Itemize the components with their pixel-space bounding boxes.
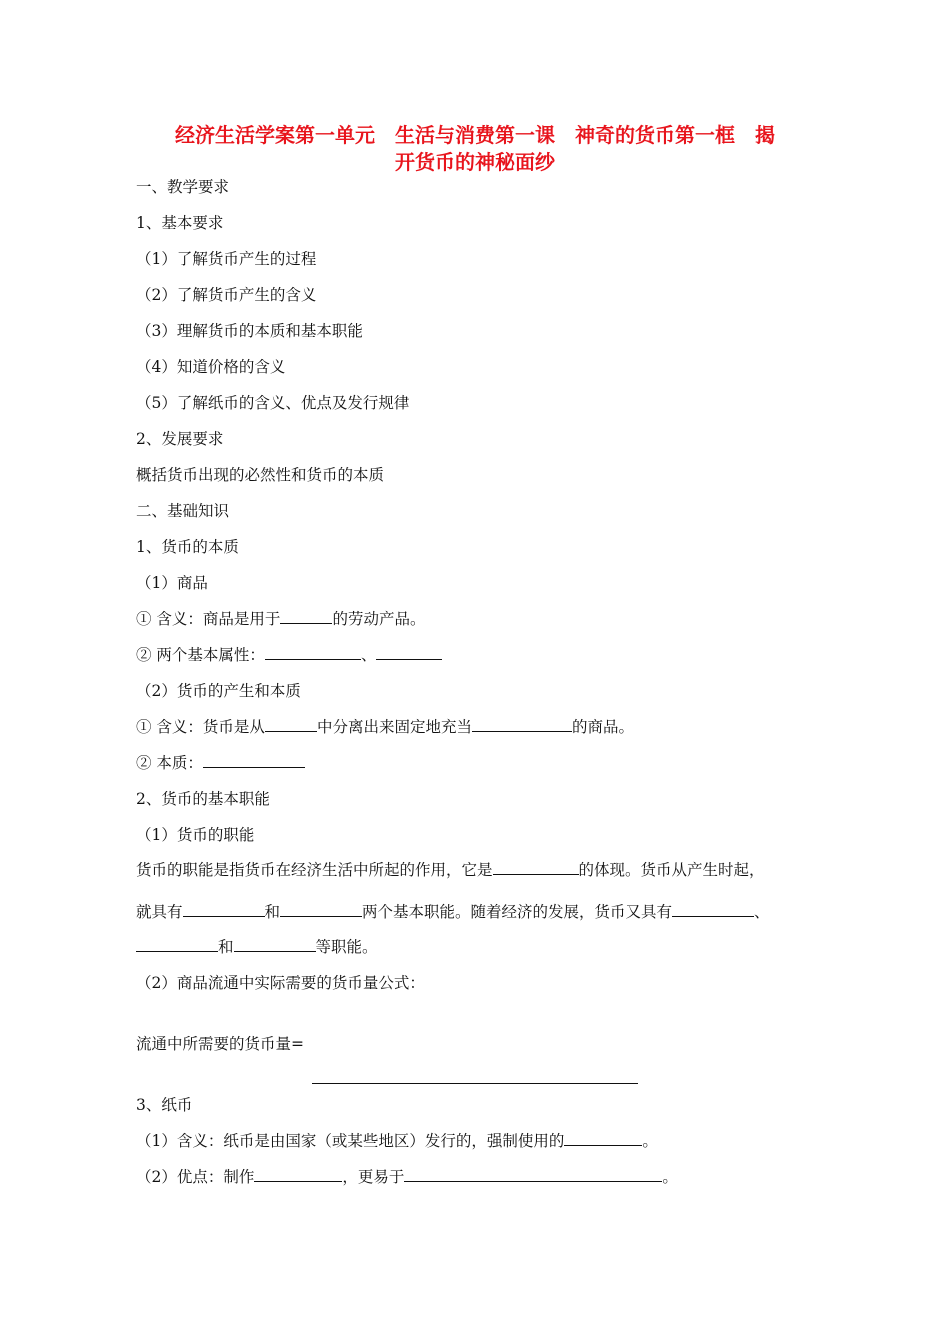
paper-money-advantages: （2）优点：制作 ，更易于 。 <box>136 1168 678 1186</box>
money-functions-heading: 2、货币的基本职能 <box>136 790 270 808</box>
fill-blank[interactable] <box>376 644 442 660</box>
basic-requirements-heading: 1、基本要求 <box>136 214 224 232</box>
fill-blank[interactable] <box>136 936 218 952</box>
goods-heading: （1）商品 <box>136 574 208 592</box>
fill-blank[interactable] <box>254 1166 342 1182</box>
fill-blank[interactable] <box>183 901 265 917</box>
money-formula-heading: （2）商品流通中实际需要的货币量公式： <box>136 974 425 992</box>
functions-paragraph-line-1: 货币的职能是指货币在经济生活中所起的作用，它是 的体现。货币从产生时起， <box>136 861 765 879</box>
section-heading-requirements: 一、教学要求 <box>136 178 230 196</box>
money-functions-subheading: （1）货币的职能 <box>136 826 255 844</box>
goods-definition: ① 含义：商品是用于 的劳动产品。 <box>136 610 426 628</box>
functions-paragraph-line-2: 就具有 和 两个基本职能。随着经济的发展，货币又具有 、 <box>136 903 770 921</box>
fill-blank[interactable] <box>203 752 305 768</box>
fill-blank[interactable] <box>404 1166 662 1182</box>
money-formula: 流通中所需要的货币量= <box>136 1035 304 1053</box>
fill-blank[interactable] <box>564 1130 642 1146</box>
title-line-2: 开货币的神秘面纱 <box>395 150 555 174</box>
money-definition: ① 含义：货币是从 中分离出来固定地充当 的商品。 <box>136 718 634 736</box>
money-origin-heading: （2）货币的产生和本质 <box>136 682 301 700</box>
paper-money-heading: 3、纸币 <box>136 1096 193 1114</box>
fill-blank[interactable] <box>234 936 316 952</box>
formula-blank-line[interactable] <box>312 1083 638 1084</box>
fill-blank[interactable] <box>493 859 579 875</box>
money-nature: ② 本质： <box>136 752 305 774</box>
title-line-1: 经济生活学案第一单元 生活与消费第一课 神奇的货币第一框 揭 <box>175 123 775 147</box>
requirement-item: （5）了解纸币的含义、优点及发行规律 <box>136 394 410 412</box>
document-title <box>120 122 830 176</box>
requirement-item: （1）了解货币产生的过程 <box>136 250 317 268</box>
money-essence-heading: 1、货币的本质 <box>136 538 239 556</box>
goods-attributes: ② 两个基本属性： 、 <box>136 644 442 666</box>
requirement-item: （3）理解货币的本质和基本职能 <box>136 322 363 340</box>
section-heading-basics: 二、基础知识 <box>136 502 230 520</box>
functions-paragraph-line-3: 和 等职能。 <box>136 936 378 958</box>
fill-blank[interactable] <box>472 716 572 732</box>
requirement-item: （4）知道价格的含义 <box>136 358 286 376</box>
fill-blank[interactable] <box>280 608 332 624</box>
requirement-item: （2）了解货币产生的含义 <box>136 286 317 304</box>
fill-blank[interactable] <box>280 901 362 917</box>
development-requirement-text: 概括货币出现的必然性和货币的本质 <box>136 466 385 484</box>
paper-money-definition: （1）含义：纸币是由国家（或某些地区）发行的，强制使用的 。 <box>136 1132 658 1150</box>
fill-blank[interactable] <box>672 901 754 917</box>
fill-blank[interactable] <box>265 716 317 732</box>
development-requirements-heading: 2、发展要求 <box>136 430 224 448</box>
fill-blank[interactable] <box>265 644 361 660</box>
